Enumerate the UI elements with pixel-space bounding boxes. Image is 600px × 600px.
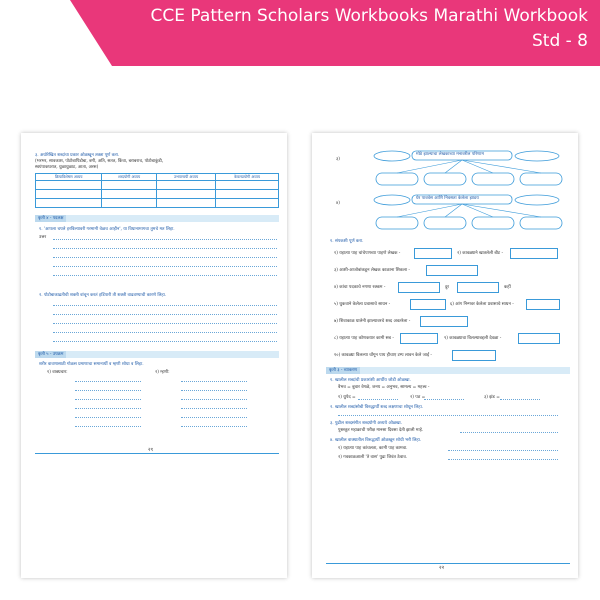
table-cell: [36, 190, 102, 199]
fill-prompt: ६) आंग निन्गवर केलेला प्रवासाचे साधन -: [450, 302, 514, 307]
example-text: पुस्तकूर महाक्राची परीक्ष मानसा दिवसा देती झाली माहे.: [338, 428, 424, 433]
section-band: [35, 351, 279, 358]
question-words-line2: स्वयंपाकघरात, धुळाधुळाट, आता, अरस): [35, 165, 99, 170]
table-cell: [36, 199, 102, 208]
grammar-item: २) गवकाळआली 'ते वास' पुढा जिवंत ठेवाव.: [338, 455, 408, 460]
column-label: १) वाक्प्रचार:: [47, 370, 68, 375]
question-intro: ३. अधोरेखित शब्दांचा प्रकार ओळखून तक्ता पूर्ण करा.: [35, 153, 120, 158]
answer-box[interactable]: [398, 282, 440, 293]
table-header: केवलप्रयोगी अव्यय: [216, 174, 279, 181]
answer-box[interactable]: [426, 265, 478, 276]
table-cell: [102, 190, 156, 199]
answer-box[interactable]: [452, 350, 496, 361]
example-text: वैभव = बुवार वेगळे, जनय = अनुभव, सामल्य = महत्त्व -: [338, 385, 430, 390]
table-cell: [216, 181, 279, 190]
workbook-page-left: [21, 133, 287, 578]
fill-prompt: कहीं: [504, 285, 511, 290]
table-cell: [102, 199, 156, 208]
table-cell: [36, 181, 102, 190]
fill-prompt: १०) कावळ्या विलल्या चोंगून पाय हीचाए टम्प लावन केले जाई -: [334, 353, 432, 358]
product-title-line2: Std - 8: [531, 31, 588, 51]
table-header: शब्दयोगी अव्यय: [102, 174, 156, 181]
answer-box[interactable]: [518, 333, 560, 344]
fill-prompt: ८) यहात्या पाह कोणकयार कामी सब -: [334, 336, 394, 341]
grammar-item: ३) झंड =: [484, 395, 500, 400]
concept-center-2: घेर पाववेस आणि निवसता केलेला झाडय: [416, 196, 479, 201]
table-cell: [156, 181, 215, 190]
workbook-page-right: [312, 133, 578, 578]
question-text: १. 'आपला चपले हरविल्यावरी गरमामी वेळच आहीन', या विधानामागचा तुमचे मत लिहा.: [39, 227, 175, 232]
table-cell: [156, 190, 215, 199]
answer-label: उत्तर: [39, 235, 47, 240]
concept-center-1: मोठे झाल्याचा लेखकाच्या मनावरील परिणाम: [416, 152, 484, 157]
question-text: २. खालील शब्दांसोबी विरुद्धार्थी शब्द लक्षणाचा शोधून लिहा.: [330, 405, 424, 410]
question-text: शरीर वावणासाठी गोळस प्रमाणाचा समानार्थी व म्हणी शोधा व लिहा.: [39, 362, 144, 367]
question-text: ३. पुढील शब्दसंगीत शब्दयोगी अव्यये ओळखा.: [330, 421, 402, 426]
answer-box[interactable]: [414, 248, 452, 259]
answer-box[interactable]: [457, 282, 499, 293]
product-title-line1: CCE Pattern Scholars Workbooks Marathi Workbook: [150, 6, 588, 26]
answer-box[interactable]: [410, 299, 446, 310]
grammar-item: १) यहात्या पाह कांचलता, कामी पाह कामवा.: [338, 446, 408, 451]
table-cell: [216, 199, 279, 208]
answer-box[interactable]: [510, 248, 558, 259]
question-text: ४. खालील वाक्यातील विरुद्धार्थी ओळखून शोधी भरी लिहा.: [330, 438, 422, 443]
page-number: २२: [439, 565, 445, 571]
page-number: २१: [148, 447, 154, 453]
answer-box[interactable]: [526, 299, 560, 310]
fill-prompt: २) कावळ्याने खातलेली बीट -: [457, 251, 503, 256]
fill-prompt: दुर: [445, 285, 450, 290]
question-text: २. पोटोबाकाढतीची शक्ती वांचून करतं हडिंपारी ती शक्ती वाढवण्याची कारणे लिहा.: [39, 293, 167, 298]
table-header: क्रियाविशेषण अव्यय: [36, 174, 102, 181]
question-text: १. खालील शब्दांची प्रकारांशी आर्थीय जोडी ओळखा.: [330, 378, 411, 383]
question-number: ४): [336, 201, 340, 206]
fill-prompt: ९) कावळ्याचा विलल्याबद्दली देवळा -: [444, 336, 502, 341]
section-band: [35, 215, 279, 222]
fill-prompt: ४) कांचा पदकाचे नगणा रक्कम -: [334, 285, 386, 290]
title-banner: [70, 0, 600, 66]
table-header: उभयान्वयी अव्यय: [156, 174, 215, 181]
fill-prompt: ५) थुकवाने केलेला प्रवासाचे साधन -: [334, 302, 391, 307]
grammar-item: २) पठ =: [410, 395, 426, 400]
question-number: ३): [336, 157, 340, 162]
column-label: २) म्हणी:: [155, 370, 170, 375]
section-heading: कृती ४ - पदलक्ष: [35, 215, 66, 222]
fill-prompt: १) यहात्या पाह चांचेपणच्या पाहणे लेखक -: [334, 251, 401, 256]
word-type-table: [35, 173, 279, 208]
section-heading: कृती ३ - व्याकरण: [326, 367, 360, 374]
section-heading: कृती ५ - उपक्रम: [35, 351, 66, 358]
table-cell: [216, 190, 279, 199]
answer-box[interactable]: [400, 333, 438, 344]
fill-prompt: ७) शिवाकाळ घालेनी झाल्यावरचे शब्द अवतरेला -: [334, 319, 411, 324]
answer-box[interactable]: [420, 316, 468, 327]
table-cell: [156, 199, 215, 208]
grammar-item: १) धुपेद =: [338, 395, 356, 400]
fill-prompt: ३) आशी-आजोबांकडून लेखक काळाना शिकला -: [334, 268, 410, 273]
section-subheading: १. संपकशी पूर्ण करा.: [330, 239, 364, 244]
section-band: [326, 367, 570, 374]
table-cell: [102, 181, 156, 190]
question-words-line1: (भरभर, सावकाश, पोटोबापिडोबा, बगी, अति, सतत, किंवा, बराबराच, पोटोबाकुंडी,: [35, 159, 164, 164]
